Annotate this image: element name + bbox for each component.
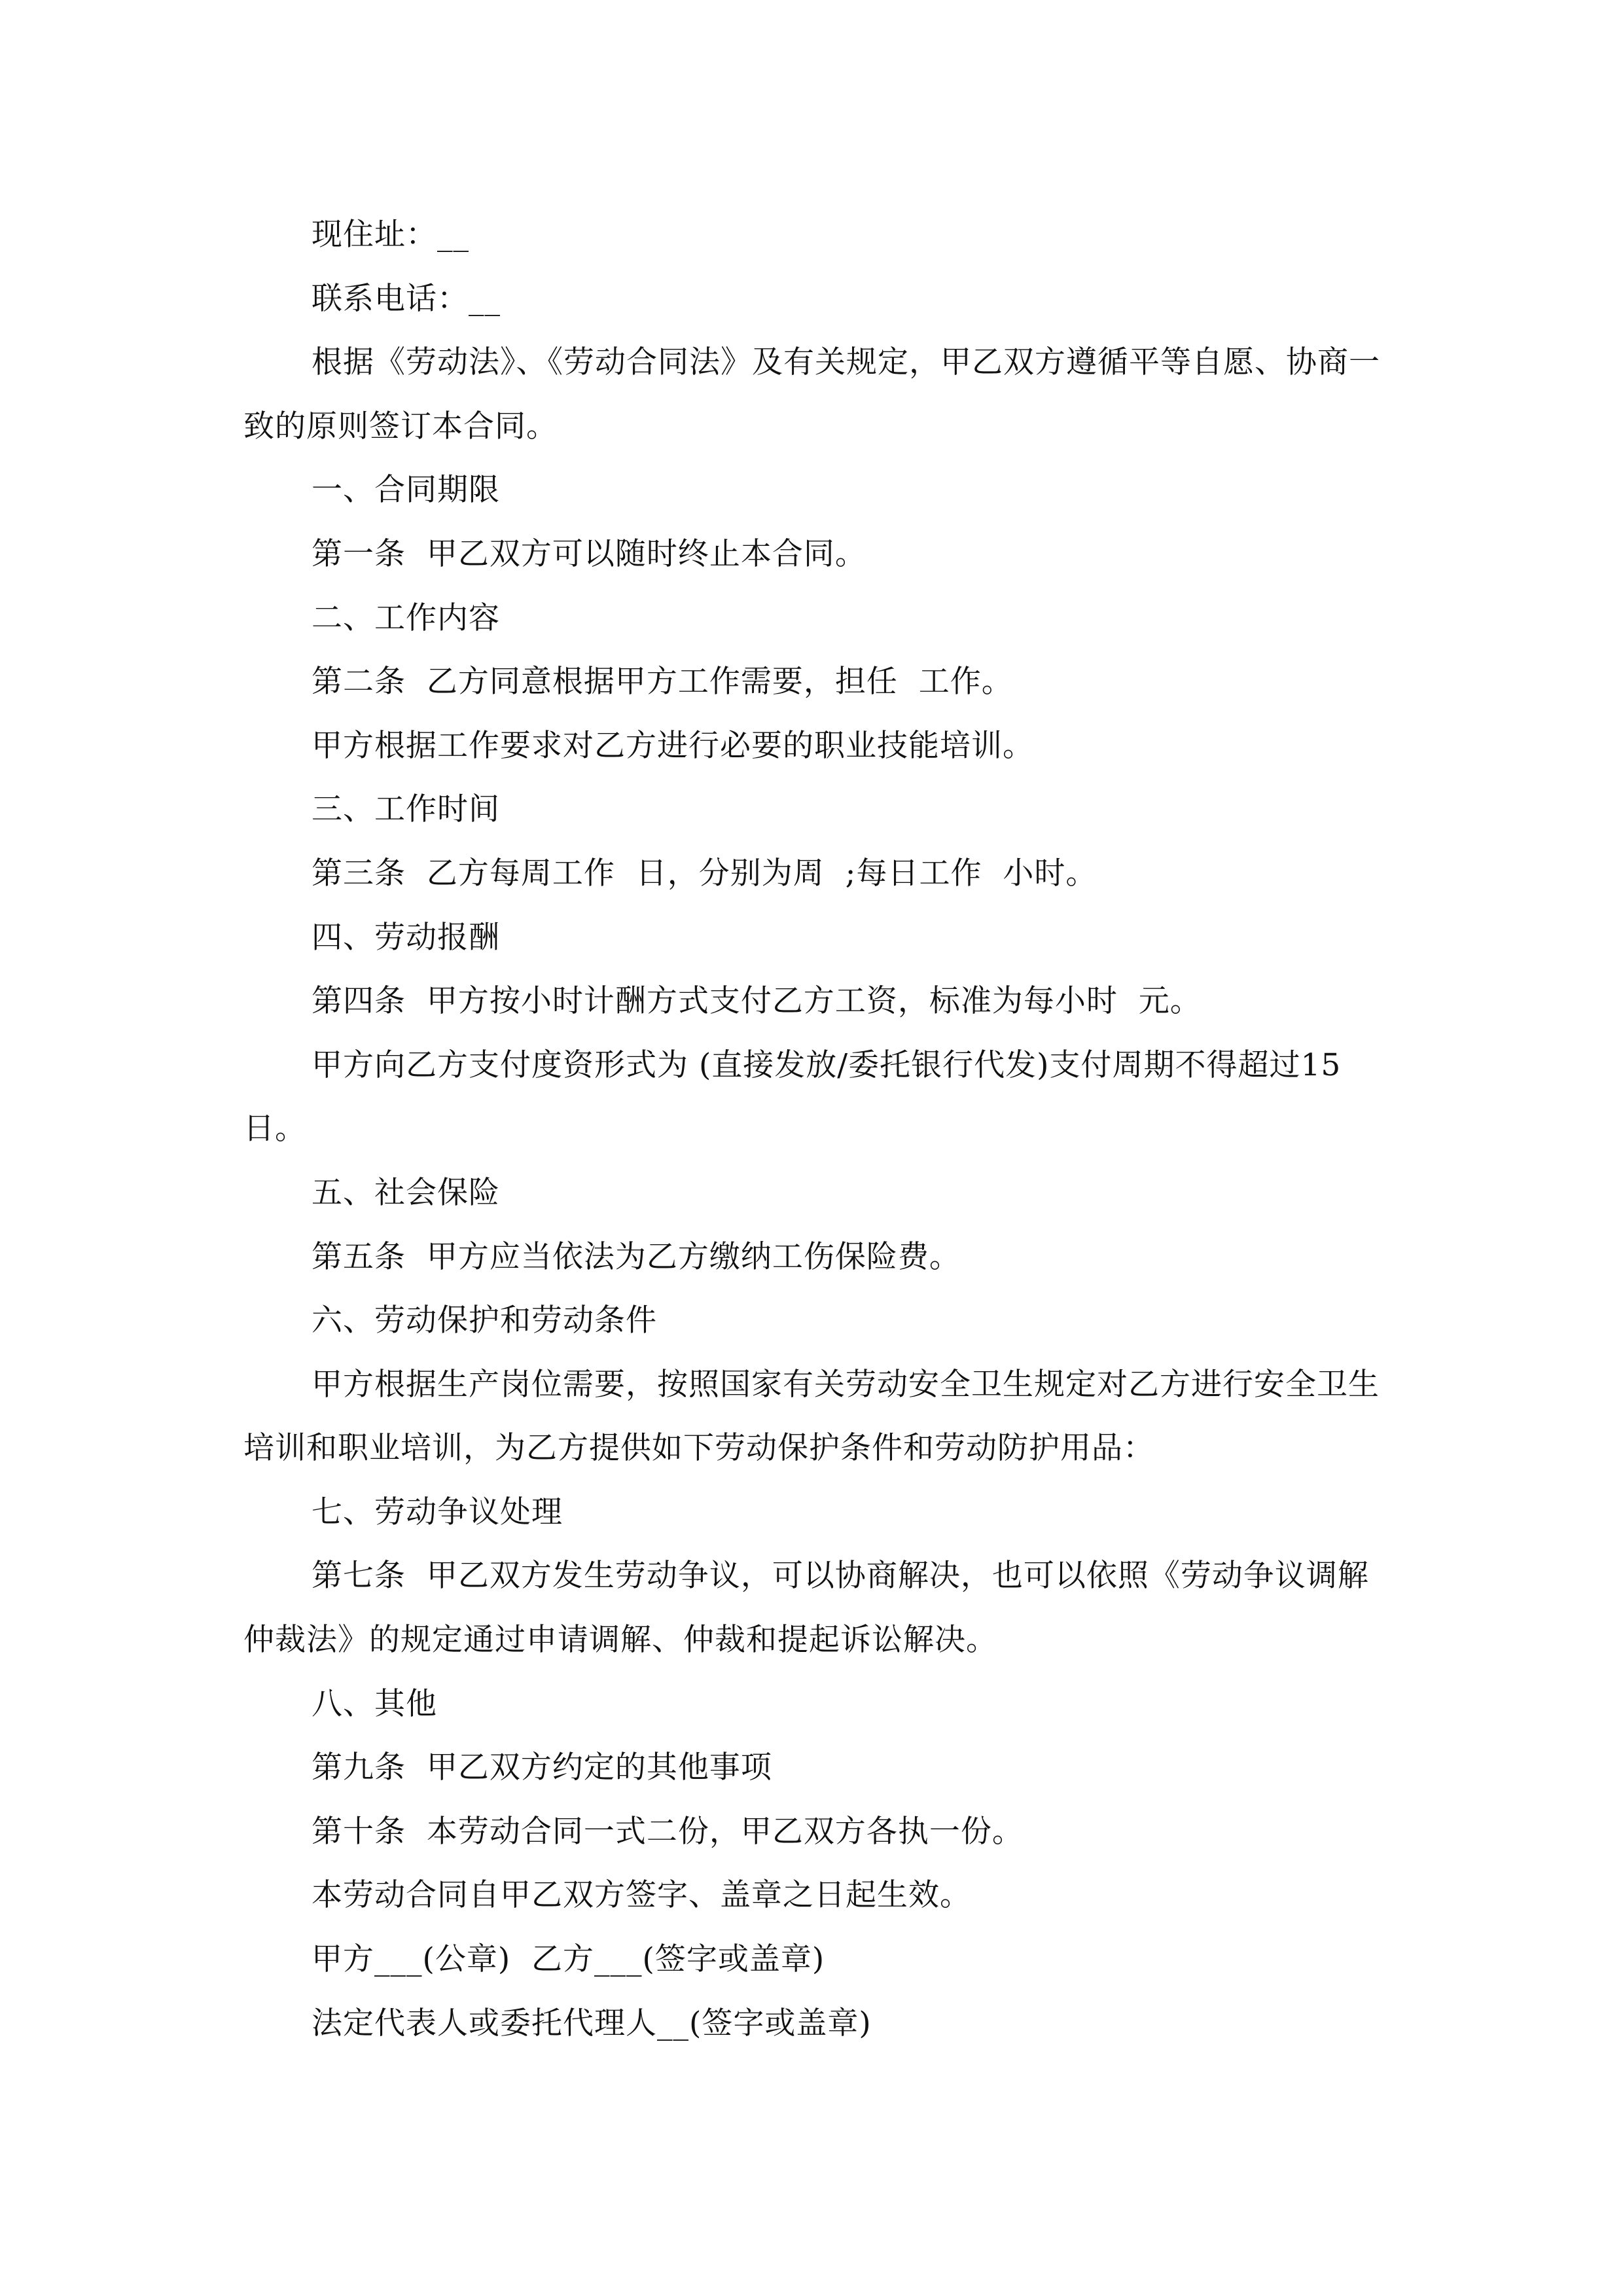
article-7: 第七条 甲乙双方发生劳动争议，可以协商解决，也可以依照《劳动争议调解仲裁法》的规定通过申请调解、仲裁和提起诉讼解决。 [243,1558,1369,1659]
article-10: 第十条 本劳动合同一式二份，甲乙双方各执一份。 [312,1813,1024,1850]
article-4: 第四条 甲方按小时计酬方式支付乙方工资，标准为每小时 元。 [312,983,1202,1020]
section-heading-term: 一、合同期限 [312,472,500,509]
section-heading-remuneration: 四、劳动报酬 [312,919,500,956]
section-heading-social-insurance: 五、社会保险 [312,1174,500,1211]
section-heading-dispute: 七、劳动争议处理 [312,1494,563,1530]
effective-date-paragraph: 本劳动合同自甲乙双方签字、盖章之日起生效。 [312,1877,971,1914]
article-9: 第九条 甲乙双方约定的其他事项 [312,1749,772,1786]
section-heading-work-content: 二、工作内容 [312,600,500,636]
document-body [243,203,1382,2055]
section-heading-work-hours: 三、工作时间 [312,791,500,828]
section-heading-labor-protection: 六、劳动保护和劳动条件 [312,1302,657,1339]
labor-protection-paragraph: 甲方根据生产岗位需要，按照国家有关劳动安全卫生规定对乙方进行安全卫生培训和职业培训，为乙方提供如下劳动保护条件和劳动防护用品： [243,1366,1380,1467]
address-line: 现住址：__ [312,217,469,253]
payment-paragraph: 甲方向乙方支付度资形式为 (直接发放/委托银行代发)支付周期不得超过15日。 [243,1047,1342,1147]
signature-line-parties: 甲方___(公章) 乙方___(签字或盖章) [312,1941,825,1978]
training-paragraph: 甲方根据工作要求对乙方进行必要的职业技能培训。 [312,727,1034,764]
article-1: 第一条 甲乙双方可以随时终止本合同。 [312,535,866,572]
article-5: 第五条 甲方应当依法为乙方缴纳工伤保险费。 [312,1238,961,1275]
section-heading-other: 八、其他 [312,1685,437,1722]
preamble-paragraph: 根据《劳动法》、《劳动合同法》及有关规定，甲乙双方遵循平等自愿、协商一致的原则签订本合同。 [243,344,1380,444]
phone-line: 联系电话：__ [312,280,501,317]
article-3: 第三条 乙方每周工作 日，分别为周 ;每日工作 小时。 [312,855,1097,891]
article-2: 第二条 乙方同意根据甲方工作需要，担任 工作。 [312,664,1013,700]
signature-line-representative: 法定代表人或委托代理人__(签字或盖章) [312,2005,872,2041]
